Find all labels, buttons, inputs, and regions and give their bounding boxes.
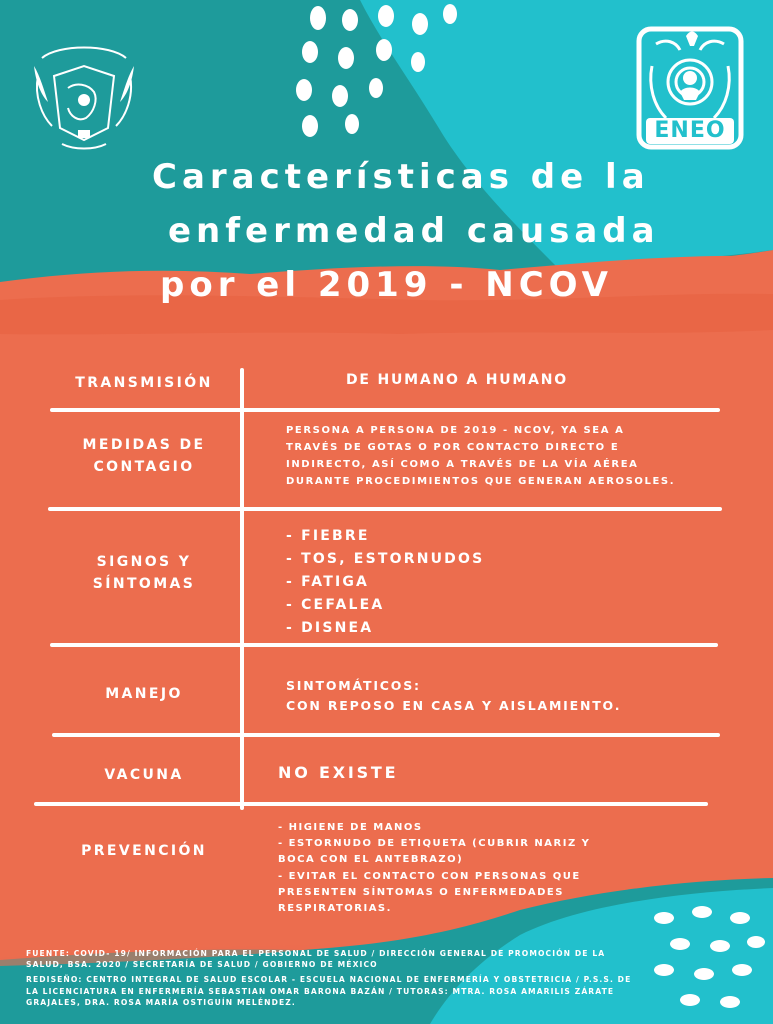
prevencion-line: PRESENTEN SÍNTOMAS O ENFERMEDADES xyxy=(278,886,564,898)
medidas-line: DURANTE PROCEDIMIENTOS QUE GENERAN AEROSOLES. xyxy=(286,476,676,487)
footer-source-line: SALUD, BSA. 2020 / SECRETARÍA DE SALUD / GOBIERNO DE MÉXICO xyxy=(26,960,378,970)
row-label-signos-line2: SÍNTOMAS xyxy=(92,576,196,592)
row-label-vacuna: VACUNA xyxy=(104,767,184,783)
row-divider xyxy=(52,733,720,737)
footer-credits xyxy=(26,948,746,1008)
row-label-prevencion: PREVENCIÓN xyxy=(81,843,207,859)
row-value-prevencion xyxy=(278,820,590,917)
row-divider xyxy=(50,643,718,647)
eneo-logo-text: ENEO xyxy=(654,118,726,143)
row-label-signos-line1: SIGNOS Y xyxy=(96,554,192,570)
title-line-3: por el 2019 - NCOV xyxy=(160,265,613,305)
table-column-divider xyxy=(240,368,244,810)
symptom-item: - DISNEA xyxy=(286,620,374,636)
row-value-vacuna: NO EXISTE xyxy=(278,763,399,782)
symptom-item: - FIEBRE xyxy=(286,528,370,544)
page-title xyxy=(0,150,773,312)
unam-seal-logo xyxy=(28,36,140,156)
symptom-item: - FATIGA xyxy=(286,574,370,590)
row-divider xyxy=(50,408,720,412)
symptom-item: - CEFALEA xyxy=(286,597,385,613)
title-line-1: Características de la xyxy=(152,157,650,197)
row-label-manejo: MANEJO xyxy=(105,686,183,702)
symptom-list xyxy=(286,525,484,640)
row-value-transmision: DE HUMANO A HUMANO xyxy=(346,372,568,388)
prevencion-line: BOCA CON EL ANTEBRAZO) xyxy=(278,854,464,866)
row-label-signos xyxy=(56,551,232,595)
row-value-medidas xyxy=(286,422,675,490)
medidas-line: PERSONA A PERSONA DE 2019 - NCOV, YA SEA A xyxy=(286,425,625,436)
row-value-manejo xyxy=(286,676,621,716)
footer-redesign-line: LA LICENCIATURA EN ENFERMERÍA SEBASTIAN OMAR BARONA BAZÁN / TUTORAS: MTRA. ROSA AMARILIS ZÁRATE xyxy=(26,986,615,996)
footer-redesign-line: REDISEÑO: CENTRO INTEGRAL DE SALUD ESCOLAR - ESCUELA NACIONAL DE ENFERMERÍA Y OBSTETRICIA / P.S.S. DE xyxy=(26,975,632,985)
row-label-transmision: TRANSMISIÓN xyxy=(75,375,213,391)
medidas-line: TRAVÉS DE GOTAS O POR CONTACTO DIRECTO E xyxy=(286,442,620,453)
manejo-line: CON REPOSO EN CASA Y AISLAMIENTO. xyxy=(286,698,622,713)
prevencion-line: - ESTORNUDO DE ETIQUETA (CUBRIR NARIZ Y xyxy=(278,838,591,850)
eneo-logo xyxy=(636,26,744,150)
row-divider xyxy=(48,507,722,511)
footer-redesign-line: GRAJALES, DRA. ROSA MARÍA OSTIGUÍN MELÉNDEZ. xyxy=(26,997,296,1007)
symptom-item: - TOS, ESTORNUDOS xyxy=(286,551,485,567)
prevencion-line: RESPIRATORIAS. xyxy=(278,903,392,915)
row-label-medidas xyxy=(56,434,232,478)
row-label-medidas-line2: CONTAGIO xyxy=(93,459,195,475)
row-label-medidas-line1: MEDIDAS DE xyxy=(82,437,206,453)
prevencion-line: - HIGIENE DE MANOS xyxy=(278,822,423,833)
title-line-2: enfermedad causada xyxy=(168,211,660,251)
medidas-line: INDIRECTO, ASÍ COMO A TRAVÉS DE LA VÍA AÉREA xyxy=(286,459,639,470)
footer-source-line: FUENTE: COVID- 19/ INFORMACIÓN PARA EL PERSONAL DE SALUD / DIRECCIÓN GENERAL DE PROMOCIÓN DE LA xyxy=(26,949,606,958)
prevencion-line: - EVITAR EL CONTACTO CON PERSONAS QUE xyxy=(278,870,581,882)
row-divider xyxy=(34,802,708,806)
manejo-line: SINTOMÁTICOS: xyxy=(286,678,421,693)
